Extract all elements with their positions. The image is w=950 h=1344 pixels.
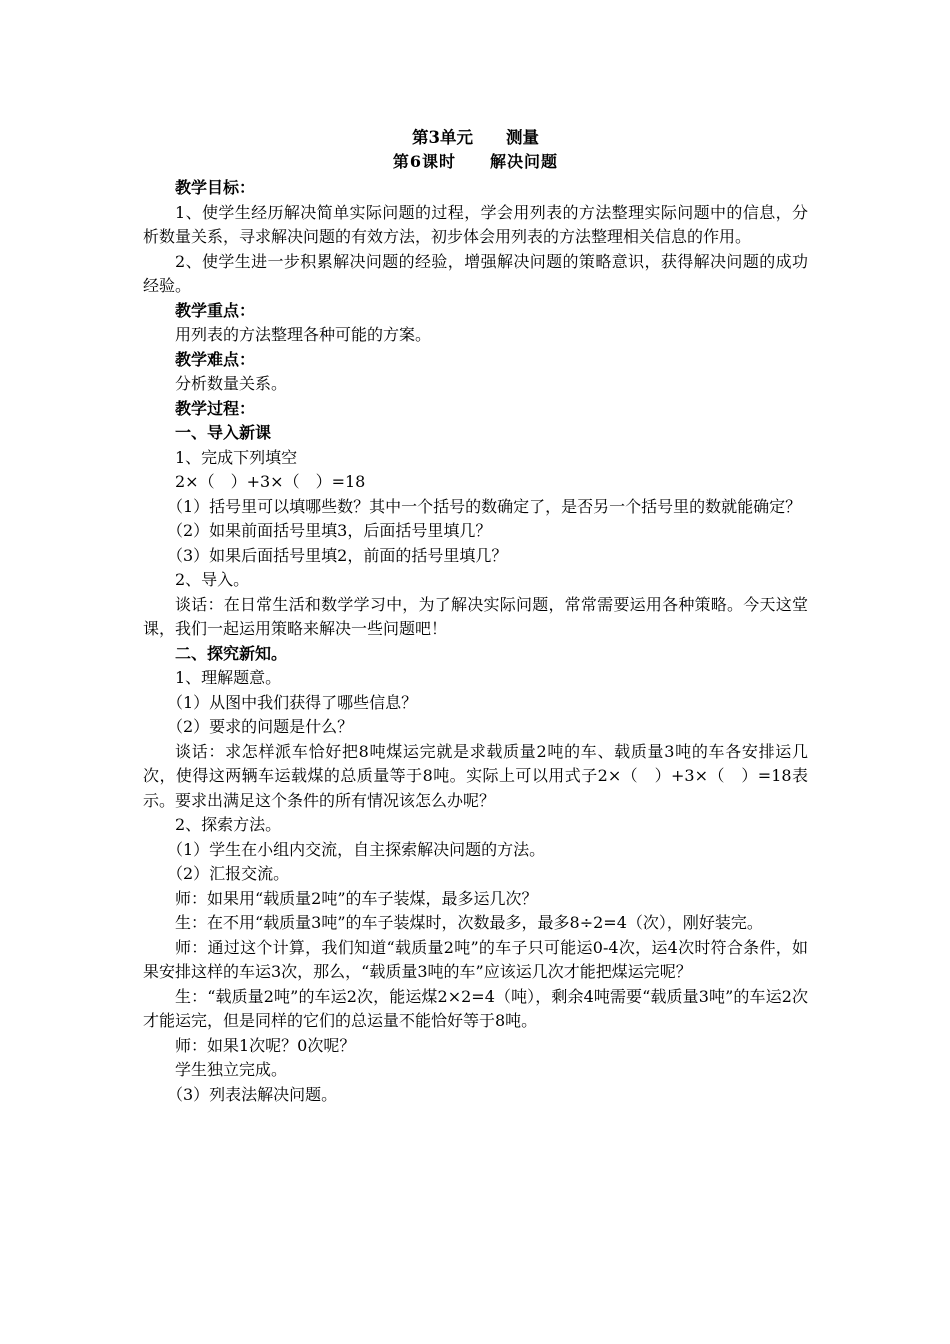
section-heading: 教学过程： xyxy=(175,398,256,418)
paragraph: （3）如果后面括号里填2，前面的括号里填几？ xyxy=(167,545,508,565)
paragraph: 2、导入。 xyxy=(175,570,250,589)
lesson-title: 第6课时 解决问题 xyxy=(392,152,559,171)
section-heading: 教学难点： xyxy=(175,349,256,369)
paragraph: 用列表的方法整理各种可能的方案。 xyxy=(175,325,432,344)
paragraph: 师：通过这个计算，我们知道“载质量2吨”的车子只可能运0-4次，运4次时符合条件，如果安排这样的车运3次，那么，“载质量3吨的车”应该运几次才能把煤运完呢？ xyxy=(143,937,808,981)
paragraph: 1、使学生经历解决简单实际问题的过程，学会用列表的方法整理实际问题中的信息，分析数量关系，寻求解决问题的有效方法，初步体会用列表的方法整理相关信息的作用。 xyxy=(143,202,808,246)
paragraph: 谈话：求怎样派车恰好把8吨煤运完就是求载质量2吨的车、载质量3吨的车各安排运几次，使得这两辆车运载煤的总质量等于8吨。实际上可以用式子2×（ ）+3×（ ）=18表示。要求出满足这个条件的所有情况该怎么办呢？ xyxy=(143,741,808,810)
paragraph-list xyxy=(143,176,808,1107)
paragraph: 2、使学生进一步积累解决问题的经验，增强解决问题的策略意识，获得解决问题的成功经验。 xyxy=(143,251,808,295)
paragraph: 生：“载质量2吨”的车运2次，能运煤2×2=4（吨），剩余4吨需要“载质量3吨”的车运2次才能运完，但是同样的它们的总运量不能恰好等于8吨。 xyxy=(143,986,808,1030)
paragraph: 1、完成下列填空 xyxy=(175,447,298,467)
paragraph: 学生独立完成。 xyxy=(175,1060,288,1079)
paragraph: 1、理解题意。 xyxy=(175,668,282,687)
paragraph: （1）学生在小组内交流，自主探索解决问题的方法。 xyxy=(167,839,546,859)
paragraph: （2）如果前面括号里填3，后面括号里填几？ xyxy=(167,521,492,540)
document-body xyxy=(143,126,808,1107)
paragraph: 2×（ ）+3×（ ）=18 xyxy=(175,472,366,491)
section-heading: 教学目标： xyxy=(175,178,256,197)
paragraph: （1）括号里可以填哪些数？其中一个括号的数确定了，是否另一个括号里的数就能确定？ xyxy=(167,496,802,516)
paragraph: 谈话：在日常生活和数学学习中，为了解决实际问题，常常需要运用各种策略。今天这堂课，我们一起运用策略来解决一些问题吧！ xyxy=(143,594,808,638)
paragraph: （3）列表法解决问题。 xyxy=(167,1084,338,1104)
section-heading: 一、导入新课 xyxy=(175,423,272,442)
paragraph: 师：如果1次呢？0次呢？ xyxy=(175,1035,356,1055)
section-heading: 教学重点： xyxy=(175,300,256,320)
paragraph: 生：在不用“载质量3吨”的车子装煤时，次数最多，最多8÷2=4（次），刚好装完。 xyxy=(175,913,763,932)
paragraph: 分析数量关系。 xyxy=(175,374,288,393)
section-heading: 二、探究新知。 xyxy=(175,643,288,663)
paragraph: 师：如果用“载质量2吨”的车子装煤，最多运几次？ xyxy=(175,888,538,908)
paragraph: （2）汇报交流。 xyxy=(167,864,290,883)
paragraph: 2、探索方法。 xyxy=(175,815,282,834)
paragraph: （1）从图中我们获得了哪些信息？ xyxy=(167,692,418,712)
unit-title: 第3单元 测量 xyxy=(412,128,539,147)
paragraph: （2）要求的问题是什么？ xyxy=(167,717,354,736)
